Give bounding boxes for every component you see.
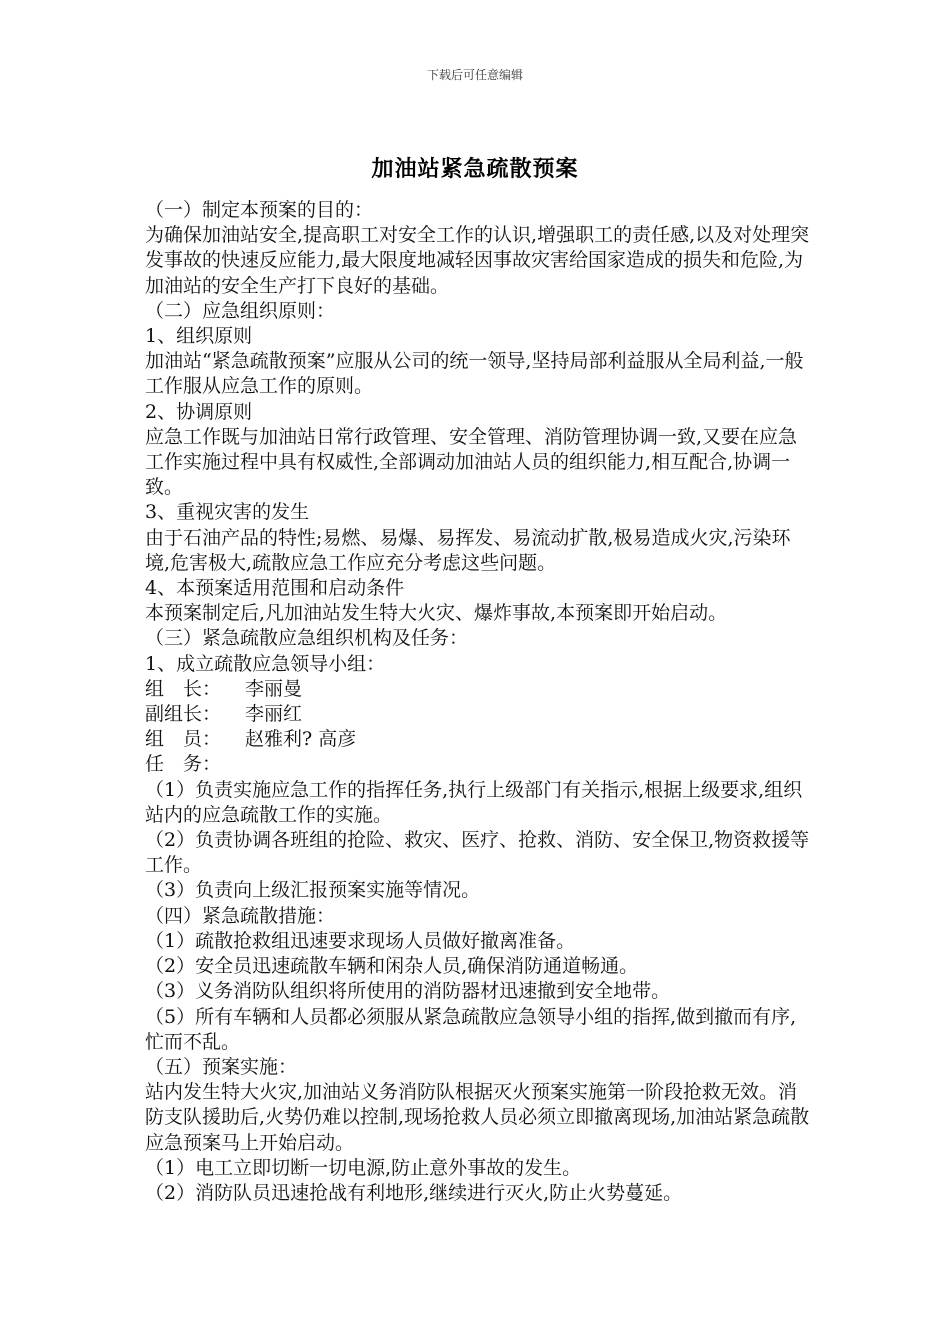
principle3-body: 由于石油产品的特性;易燃、易爆、易挥发、易流动扩散,极易造成火灾,污染环境,危害极大,疏散应急工作应充分考虑这些问题。 (145, 526, 791, 574)
team-members-row (145, 727, 815, 752)
team-deputy-row (145, 702, 815, 727)
implementation-1: （1）电工立即切断一切电源,防止意外事故的发生。 (145, 1156, 582, 1179)
principle2-body: 应急工作既与加油站日常行政管理、安全管理、消防管理协调一致,又要在应急工作实施过程中具有权威性,全部调动加油站人员的组织能力,相互配合,协调一致。 (145, 425, 798, 499)
header-note: 下载后可任意编辑 (426, 68, 523, 82)
measure-5: （5）所有车辆和人员都必须服从紧急疏散应急领导小组的指挥,做到撤而有序,忙而不乱。 (145, 1005, 797, 1053)
team-leader-label: 组 长： (145, 677, 222, 700)
team-heading: 1、成立疏散应急领导小组： (145, 652, 386, 675)
implementation-2: （2）消防队员迅速抢战有利地形,继续进行灭火,防止火势蔓延。 (145, 1181, 683, 1204)
team-tasks-label: 任 务： (145, 753, 222, 776)
principle2-heading: 2、协调原则 (145, 400, 253, 423)
principle3-heading: 3、重视灾害的发生 (145, 501, 310, 524)
team-members-value: 赵雅利? 高彦 (245, 728, 357, 751)
document-body (145, 198, 815, 1206)
section1-heading: （一）制定本预案的目的： (145, 199, 374, 221)
section2-heading: （二）应急组织原则： (145, 299, 336, 322)
task-2: （2）负责协调各班组的抢险、救灾、医疗、抢救、消防、安全保卫,物资救援等工作。 (145, 829, 810, 877)
team-deputy-value: 李丽红 (245, 703, 303, 726)
section1-body: 为确保加油站安全,提高职工对安全工作的认识,增强职工的责任感,以及对处理突发事故的快速反应能力,最大限度地减轻因事故灾害给国家造成的损失和危险,为加油站的安全生产打下良好的基础。 (145, 224, 810, 297)
measure-2: （2）安全员迅速疏散车辆和闲杂人员,确保消防通道畅通。 (145, 955, 639, 978)
principle1-heading: 1、组织原则 (145, 325, 253, 348)
principle1-body: 加油站“紧急疏散预案”应服从公司的统一领导,坚持局部利益服从全局利益,一般工作服从应急工作的原则。 (145, 350, 804, 398)
section5-heading: （五）预案实施： (145, 1055, 298, 1078)
section3-heading: （三）紧急疏散应急组织机构及任务： (145, 627, 469, 650)
principle4-heading: 4、本预案适用范围和启动条件 (145, 577, 405, 600)
task-3: （3）负责向上级汇报预案实施等情况。 (145, 879, 481, 902)
team-deputy-label: 副组长： (145, 703, 222, 726)
team-leader-value: 李丽曼 (245, 677, 303, 700)
measure-3: （3）义务消防队组织将所使用的消防器材迅速撤到安全地带。 (145, 980, 671, 1003)
task-1: （1）负责实施应急工作的指挥任务,执行上级部门有关指示,根据上级要求,组织站内的应急疏散工作的实施。 (145, 778, 803, 826)
measure-1: （1）疏散抢救组迅速要求现场人员做好撤离准备。 (145, 929, 576, 952)
section4-heading: （四）紧急疏散措施： (145, 904, 336, 927)
section5-body: 站内发生特大火灾,加油站义务消防队根据灭火预案实施第一阶段抢救无效。消防支队援助后,火势仍难以控制,现场抢救人员必须立即撤离现场,加油站紧急疏散应急预案马上开始启动。 (145, 1081, 810, 1154)
team-members-label: 组 员： (145, 728, 222, 751)
team-leader-row (145, 677, 815, 702)
document-title: 加油站紧急疏散预案 (371, 157, 579, 182)
principle4-body: 本预案制定后,凡加油站发生特大火灾、爆炸事故,本预案即开始启动。 (145, 602, 728, 625)
